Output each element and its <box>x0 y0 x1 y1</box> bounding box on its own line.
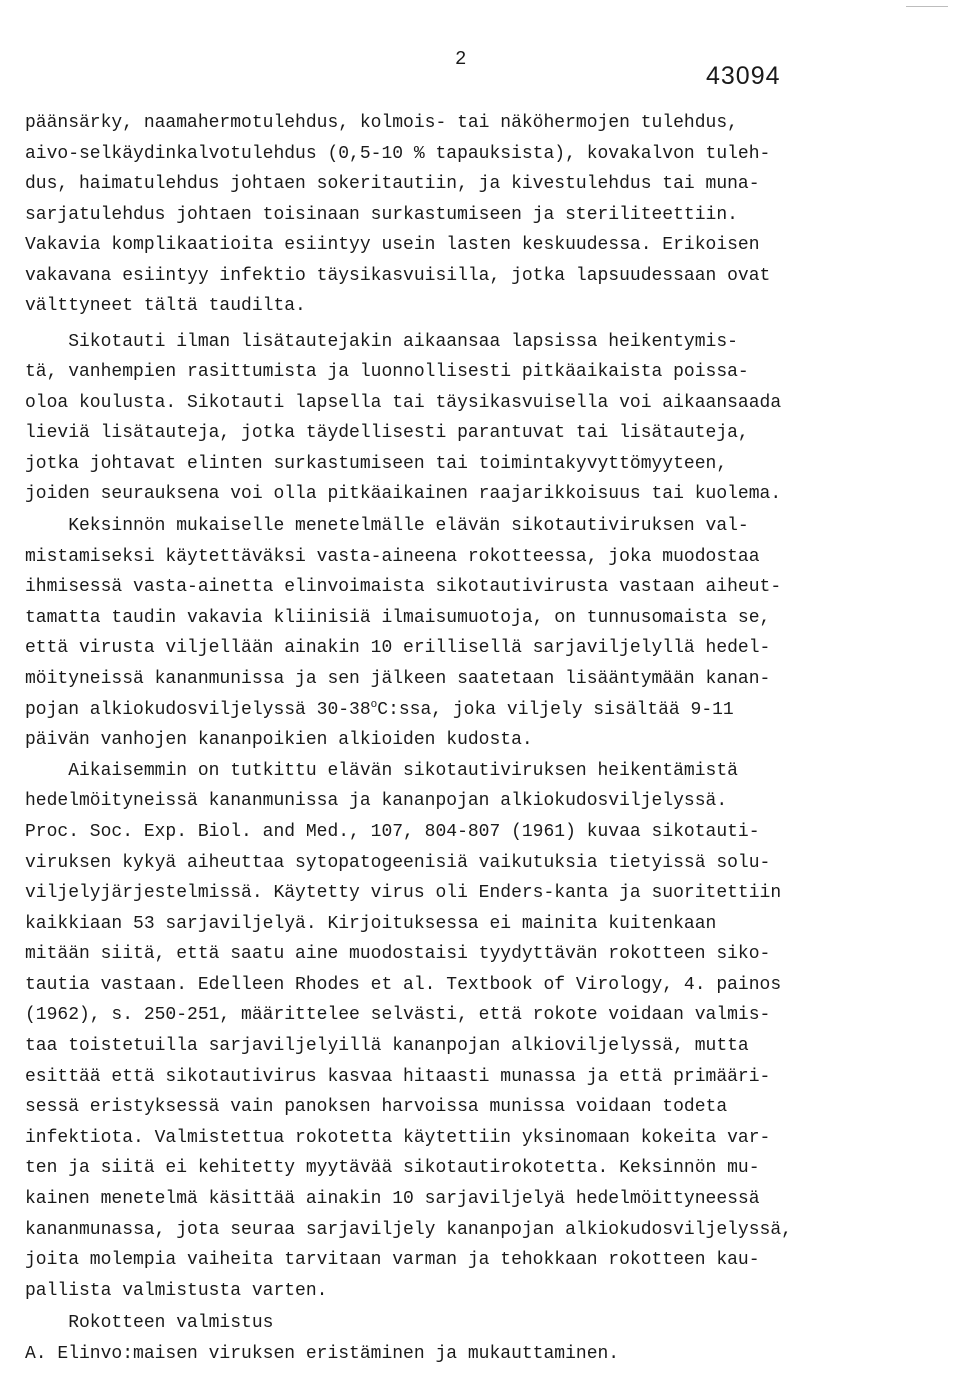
text-line: ihmisessä vasta-ainetta elinvoimaista sikotautivirusta vastaan aiheut- <box>25 577 782 597</box>
section-heading: Rokotteen valmistus <box>25 1313 274 1333</box>
text-line: Proc. Soc. Exp. Biol. and Med., 107, 804-807 (1961) kuvaa sikotauti- <box>25 822 760 842</box>
text-line: dus, haimatulehdus johtaen sokeritautiin, ja kivestulehdus tai muna- <box>25 174 760 194</box>
text-line: sessä eristyksessä vain panoksen harvoissa munissa voidaan todeta <box>25 1097 728 1117</box>
text-line: möityneissä kananmunissa ja sen jälkeen saatetaan lisääntymään kanan- <box>25 669 771 689</box>
page-number: 2 <box>455 48 467 70</box>
text-line: lieviä lisätauteja, jotka täydellisesti parantuvat tai lisätauteja, <box>25 423 749 443</box>
text-line: Keksinnön mukaiselle menetelmälle elävän sikotautiviruksen val- <box>25 516 749 536</box>
text-segment: pojan alkiokudosviljelyssä 30-38 <box>25 700 371 720</box>
text-line: Sikotauti ilman lisätautejakin aikaansaa lapsissa heikentymis- <box>25 332 738 352</box>
text-line: esittää että sikotautivirus kasvaa hitaasti munassa ja että primääri- <box>25 1067 771 1087</box>
text-line: mitään siitä, että saatu aine muodostaisi tyydyttävän rokotteen siko- <box>25 944 771 964</box>
text-line: mistamiseksi käytettäväksi vasta-aineena rokotteessa, joka muodostaa <box>25 547 760 567</box>
text-line: tä, vanhempien rasittumista ja luonnollisesti pitkäaikaista poissa- <box>25 362 749 382</box>
text-line: viljelyjärjestelmissä. Käytetty virus oli Enders-kanta ja suoritettiin <box>25 883 782 903</box>
text-line: vakavana esiintyy infektio täysikasvuisilla, jotka lapsuudessaan ovat <box>25 266 771 286</box>
document-number: 43094 <box>706 62 781 90</box>
text-line: sarjatulehdus johtaen toisinaan surkastumiseen ja steriliteettiin. <box>25 205 738 225</box>
text-line: Aikaisemmin on tutkittu elävän sikotautiviruksen heikentämistä <box>25 761 738 781</box>
text-line: pallista valmistusta varten. <box>25 1281 328 1301</box>
text-line: päivän vanhojen kananpoikien alkioiden kudosta. <box>25 730 533 750</box>
text-line: jotka johtavat elinten surkastumiseen tai toimintakyvyttömyyteen, <box>25 454 728 474</box>
text-line: taa toistetuilla sarjaviljelyillä kananpojan alkioviljelyssä, mutta <box>25 1036 749 1056</box>
text-line: tamatta taudin vakavia kliinisiä ilmaisumuotoja, on tunnusomaista se, <box>25 608 771 628</box>
text-line: oloa koulusta. Sikotauti lapsella tai täysikasvuisella voi aikaansaada <box>25 393 782 413</box>
text-line: välttyneet tältä taudilta. <box>25 296 306 316</box>
text-line: joiden seurauksena voi olla pitkäaikainen raajarikkoisuus tai kuolema. <box>25 484 782 504</box>
scan-corner-mark <box>906 6 948 7</box>
text-line: kananmunassa, jota seuraa sarjaviljely kananpojan alkiokudosviljelyssä, <box>25 1220 792 1240</box>
text-line: tautia vastaan. Edelleen Rhodes et al. Textbook of Virology, 4. painos <box>25 975 782 995</box>
text-line: aivo-selkäydinkalvotulehdus (0,5-10 % tapauksista), kovakalvon tuleh- <box>25 144 771 164</box>
text-line: infektiota. Valmistettua rokotetta käytettiin yksinomaan kokeita var- <box>25 1128 771 1148</box>
text-line: ten ja siitä ei kehitetty myytävää sikotautirokotetta. Keksinnön mu- <box>25 1158 760 1178</box>
text-line: päänsärky, naamahermotulehdus, kolmois- tai näköhermojen tulehdus, <box>25 113 738 133</box>
subsection-heading: A. Elinvo:maisen viruksen eristäminen ja mukauttaminen. <box>25 1344 620 1364</box>
text-line: joita molempia vaiheita tarvitaan varman ja tehokkaan rokotteen kau- <box>25 1250 760 1270</box>
text-line: hedelmöityneissä kananmunissa ja kananpojan alkiokudosviljelyssä. <box>25 791 728 811</box>
text-line: että virusta viljellään ainakin 10 erillisellä sarjaviljelyllä hedel- <box>25 638 771 658</box>
text-line: (1962), s. 250-251, määrittelee selvästi, että rokote voidaan valmis- <box>25 1005 771 1025</box>
text-line: kainen menetelmä käsittää ainakin 10 sarjaviljelyä hedelmöittyneessä <box>25 1189 760 1209</box>
text-line: kaikkiaan 53 sarjaviljelyä. Kirjoituksessa ei mainita kuitenkaan <box>25 914 717 934</box>
text-line: Vakavia komplikaatioita esiintyy usein lasten keskuudessa. Erikoisen <box>25 235 760 255</box>
text-line: viruksen kykyä aiheuttaa sytopatogeenisiä vaikutuksia tietyissä solu- <box>25 853 771 873</box>
text-segment: C:ssa, joka viljely sisältää 9-11 <box>377 700 734 720</box>
text-line <box>25 696 734 724</box>
degree-superscript: o <box>370 699 378 711</box>
